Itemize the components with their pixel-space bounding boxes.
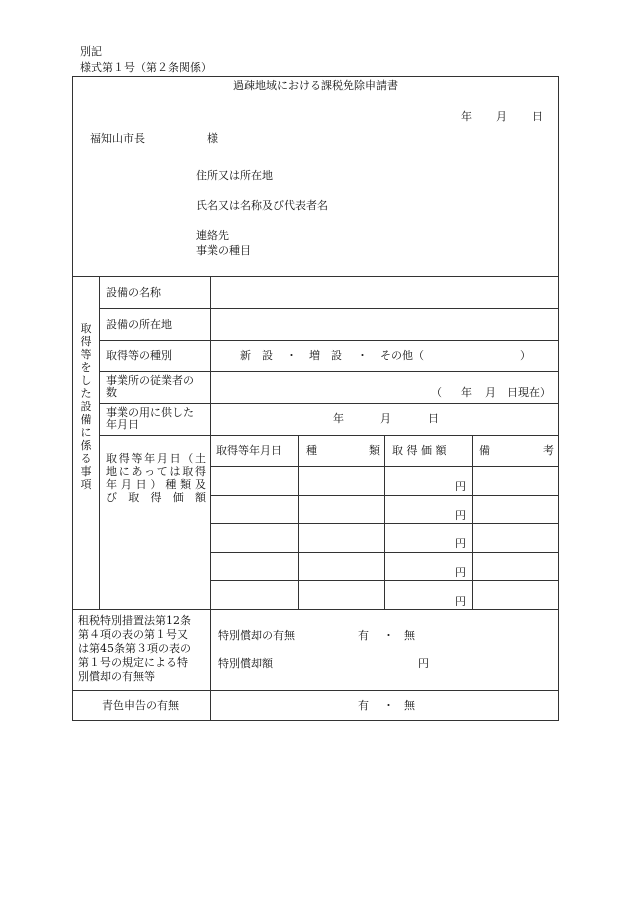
- type-option-other: その他（: [380, 349, 424, 362]
- employees-asof-month: 月: [485, 386, 496, 399]
- col-header-note-1: 備: [479, 444, 490, 457]
- date-month: 月: [496, 110, 507, 123]
- equipment-location-label: 設備の所在地: [106, 318, 172, 331]
- blue-return-label: 青色申告の有無: [102, 699, 179, 712]
- start-date-label-line1: 事業の用に供した: [106, 406, 194, 419]
- blue-return-separator: ・: [383, 699, 394, 712]
- col-header-note-2: 考: [543, 444, 554, 457]
- depreciation-amount-label: 特別償却額: [218, 657, 273, 670]
- applicant-address-label: 住所又は所在地: [196, 169, 273, 182]
- equipment-name-label: 設備の名称: [106, 286, 161, 299]
- start-date-month: 月: [380, 412, 391, 425]
- yen-unit-row2: 円: [455, 509, 466, 522]
- yen-unit-row1: 円: [455, 480, 466, 493]
- equipment-section-label: 取得等をした設備に係る事項: [80, 322, 92, 491]
- depreciation-label-line3: は第45条第３項の表の: [78, 642, 191, 655]
- col-header-date: 取得等年月日: [216, 444, 282, 457]
- start-date-day: 日: [428, 412, 439, 425]
- applicant-name-label: 氏名又は名称及び代表者名: [196, 199, 328, 212]
- addressee-honorific: 様: [207, 132, 218, 145]
- acquisition-type-label: 取得等の種別: [106, 349, 172, 362]
- depreciation-yes: 有: [358, 629, 369, 642]
- applicant-business-label: 事業の種目: [196, 244, 251, 257]
- col-header-kind-2: 類: [369, 444, 380, 457]
- start-date-year: 年: [333, 412, 344, 425]
- employees-asof-year: 年: [461, 386, 472, 399]
- yen-unit-row4: 円: [455, 566, 466, 579]
- yen-unit-row5: 円: [455, 595, 466, 608]
- depreciation-separator: ・: [383, 629, 394, 642]
- blue-return-no: 無: [404, 699, 415, 712]
- employees-asof-day: 日現在）: [507, 386, 551, 399]
- form-title: 過疎地域における課税免除申請書: [233, 79, 398, 92]
- applicant-contact-label: 連絡先: [196, 229, 229, 242]
- type-option-add: 増 設: [309, 349, 342, 362]
- type-separator-1: ・: [286, 349, 297, 362]
- acquisition-label-line4: び 取 得 価 額: [106, 491, 206, 504]
- acquisition-label-line3: 年月日）種類及: [106, 478, 206, 491]
- col-header-price: 取 得 価 額: [392, 444, 447, 457]
- date-day: 日: [532, 110, 543, 123]
- depreciation-label-line1: 租税特別措置法第12条: [78, 614, 191, 627]
- acquisition-label-line2: 地にあっては取得: [106, 465, 206, 478]
- depreciation-amount-unit: 円: [418, 657, 429, 670]
- type-other-close: ）: [520, 349, 531, 362]
- date-year: 年: [461, 110, 472, 123]
- depreciation-no: 無: [404, 629, 415, 642]
- depreciation-label-line5: 別償却の有無等: [78, 670, 155, 683]
- employees-label-line1: 事業所の従業者の: [106, 374, 194, 387]
- annex-label: 別記: [80, 45, 102, 58]
- depreciation-presence-label: 特別償却の有無: [218, 629, 295, 642]
- blue-return-yes: 有: [358, 699, 369, 712]
- yen-unit-row3: 円: [455, 537, 466, 550]
- employees-label-line2: 数: [106, 386, 117, 399]
- depreciation-label-line2: 第４項の表の第１号又: [78, 628, 188, 641]
- form-number: 様式第１号（第２条関係）: [80, 61, 212, 74]
- type-option-new: 新 設: [240, 349, 273, 362]
- start-date-label-line2: 年月日: [106, 418, 139, 431]
- col-header-kind-1: 種: [306, 444, 317, 457]
- acquisition-label-line1: 取得等年月日（土: [106, 452, 206, 465]
- employees-asof-open: （: [431, 386, 442, 399]
- type-separator-2: ・: [357, 349, 368, 362]
- addressee-name: 福知山市長: [90, 132, 145, 145]
- depreciation-label-line4: 第１号の規定による特: [78, 656, 188, 669]
